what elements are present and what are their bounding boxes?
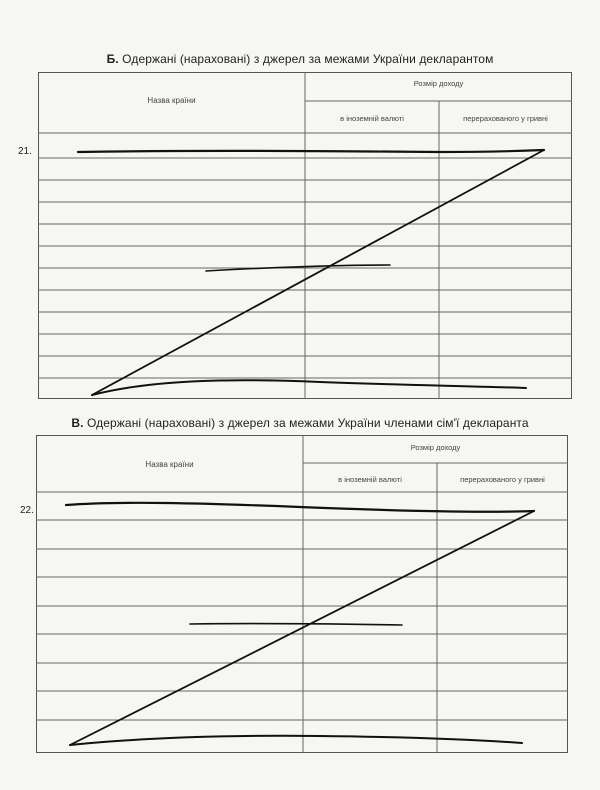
section-b-letter: Б. [106,52,119,66]
section-v-income-header: Розмір доходу [410,443,461,452]
section-b-income-header: Розмір доходу [413,79,464,88]
section-v-title-text: Одержані (нараховані) з джерел за межами України членами сім'ї декларанта [86,416,529,430]
section-v-row-number: 22. [20,505,34,516]
section-b-uah-header: перерахованого у гривні [463,114,548,123]
section-b-country-header: Назва країни [147,96,196,105]
section-b-title-text: Одержані (нараховані) з джерел за межами України декларантом [122,52,494,66]
section-v-uah-header: перерахованого у гривні [460,475,545,484]
section-v-letter: В. [71,416,84,430]
section-v-country-header: Назва країни [145,460,194,469]
section-b-row-number: 21. [18,146,32,157]
section-b-foreign-header: в іноземній валюті [340,114,404,123]
section-v-foreign-header: в іноземній валюті [338,475,402,484]
